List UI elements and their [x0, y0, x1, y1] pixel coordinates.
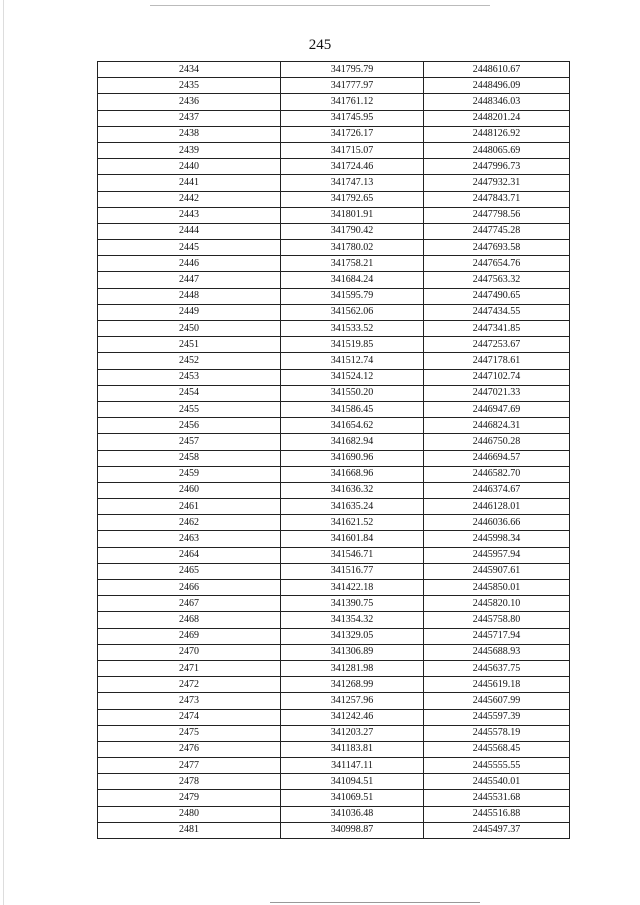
table-row — [98, 725, 570, 741]
table-row — [98, 207, 570, 223]
x-coordinate-cell: 341183.81 — [281, 741, 424, 757]
point-number-cell: 2440 — [98, 159, 281, 175]
table-row — [98, 628, 570, 644]
table-row — [98, 62, 570, 78]
point-number-cell: 2454 — [98, 385, 281, 401]
table-row — [98, 596, 570, 612]
x-coordinate-cell: 341390.75 — [281, 596, 424, 612]
y-coordinate-cell: 2446128.01 — [424, 499, 570, 515]
point-number-cell: 2452 — [98, 353, 281, 369]
x-coordinate-cell: 341546.71 — [281, 547, 424, 563]
y-coordinate-cell: 2447654.76 — [424, 256, 570, 272]
point-number-cell: 2446 — [98, 256, 281, 272]
y-coordinate-cell: 2448126.92 — [424, 126, 570, 142]
x-coordinate-cell: 341069.51 — [281, 790, 424, 806]
x-coordinate-cell: 341524.12 — [281, 369, 424, 385]
point-number-cell: 2438 — [98, 126, 281, 142]
x-coordinate-cell: 341533.52 — [281, 321, 424, 337]
point-number-cell: 2470 — [98, 644, 281, 660]
y-coordinate-cell: 2447490.65 — [424, 288, 570, 304]
y-coordinate-cell: 2446374.67 — [424, 482, 570, 498]
table-row — [98, 450, 570, 466]
point-number-cell: 2464 — [98, 547, 281, 563]
point-number-cell: 2481 — [98, 822, 281, 838]
table-row — [98, 693, 570, 709]
x-coordinate-cell: 341777.97 — [281, 78, 424, 94]
point-number-cell: 2444 — [98, 223, 281, 239]
point-number-cell: 2443 — [98, 207, 281, 223]
table-row — [98, 78, 570, 94]
point-number-cell: 2474 — [98, 709, 281, 725]
x-coordinate-cell: 341621.52 — [281, 515, 424, 531]
point-number-cell: 2458 — [98, 450, 281, 466]
y-coordinate-cell: 2445531.68 — [424, 790, 570, 806]
table-row — [98, 418, 570, 434]
x-coordinate-cell: 341726.17 — [281, 126, 424, 142]
table-row — [98, 499, 570, 515]
point-number-cell: 2450 — [98, 321, 281, 337]
y-coordinate-cell: 2447745.28 — [424, 223, 570, 239]
point-number-cell: 2463 — [98, 531, 281, 547]
y-coordinate-cell: 2447178.61 — [424, 353, 570, 369]
point-number-cell: 2448 — [98, 288, 281, 304]
x-coordinate-cell: 341562.06 — [281, 304, 424, 320]
y-coordinate-cell: 2445578.19 — [424, 725, 570, 741]
point-number-cell: 2434 — [98, 62, 281, 78]
y-coordinate-cell: 2445688.93 — [424, 644, 570, 660]
x-coordinate-cell: 341354.32 — [281, 612, 424, 628]
table-row — [98, 401, 570, 417]
point-number-cell: 2469 — [98, 628, 281, 644]
point-number-cell: 2453 — [98, 369, 281, 385]
x-coordinate-cell: 341036.48 — [281, 806, 424, 822]
table-row — [98, 369, 570, 385]
y-coordinate-cell: 2445637.75 — [424, 660, 570, 676]
y-coordinate-cell: 2445497.37 — [424, 822, 570, 838]
table-row — [98, 223, 570, 239]
table-row — [98, 822, 570, 838]
x-coordinate-cell: 341758.21 — [281, 256, 424, 272]
table-row — [98, 175, 570, 191]
x-coordinate-cell: 341792.65 — [281, 191, 424, 207]
point-number-cell: 2465 — [98, 563, 281, 579]
point-number-cell: 2455 — [98, 401, 281, 417]
scan-line-bottom — [270, 902, 480, 903]
y-coordinate-cell: 2447932.31 — [424, 175, 570, 191]
y-coordinate-cell: 2445597.39 — [424, 709, 570, 725]
y-coordinate-cell: 2447693.58 — [424, 240, 570, 256]
point-number-cell: 2480 — [98, 806, 281, 822]
point-number-cell: 2477 — [98, 758, 281, 774]
y-coordinate-cell: 2445820.10 — [424, 596, 570, 612]
x-coordinate-cell: 341147.11 — [281, 758, 424, 774]
point-number-cell: 2445 — [98, 240, 281, 256]
x-coordinate-cell: 341257.96 — [281, 693, 424, 709]
x-coordinate-cell: 341601.84 — [281, 531, 424, 547]
y-coordinate-cell: 2445717.94 — [424, 628, 570, 644]
y-coordinate-cell: 2448201.24 — [424, 110, 570, 126]
x-coordinate-cell: 341654.62 — [281, 418, 424, 434]
x-coordinate-cell: 341203.27 — [281, 725, 424, 741]
y-coordinate-cell: 2446036.66 — [424, 515, 570, 531]
x-coordinate-cell: 341761.12 — [281, 94, 424, 110]
table-row — [98, 126, 570, 142]
scan-edge-left — [3, 0, 4, 905]
table-row — [98, 515, 570, 531]
table-row — [98, 288, 570, 304]
table-row — [98, 272, 570, 288]
table-row — [98, 563, 570, 579]
table-row — [98, 758, 570, 774]
point-number-cell: 2471 — [98, 660, 281, 676]
table-row — [98, 790, 570, 806]
y-coordinate-cell: 2446824.31 — [424, 418, 570, 434]
x-coordinate-cell: 341519.85 — [281, 337, 424, 353]
y-coordinate-cell: 2445555.55 — [424, 758, 570, 774]
y-coordinate-cell: 2446947.69 — [424, 401, 570, 417]
x-coordinate-cell: 341636.32 — [281, 482, 424, 498]
x-coordinate-cell: 341586.45 — [281, 401, 424, 417]
y-coordinate-cell: 2447798.56 — [424, 207, 570, 223]
x-coordinate-cell: 341745.95 — [281, 110, 424, 126]
x-coordinate-cell: 341242.46 — [281, 709, 424, 725]
y-coordinate-cell: 2447253.67 — [424, 337, 570, 353]
table-row — [98, 774, 570, 790]
y-coordinate-cell: 2445619.18 — [424, 677, 570, 693]
table-row — [98, 240, 570, 256]
point-number-cell: 2475 — [98, 725, 281, 741]
x-coordinate-cell: 341724.46 — [281, 159, 424, 175]
table-row — [98, 110, 570, 126]
point-number-cell: 2451 — [98, 337, 281, 353]
table-row — [98, 304, 570, 320]
table-row — [98, 677, 570, 693]
point-number-cell: 2468 — [98, 612, 281, 628]
x-coordinate-cell: 341512.74 — [281, 353, 424, 369]
table-row — [98, 531, 570, 547]
point-number-cell: 2467 — [98, 596, 281, 612]
x-coordinate-cell: 341684.24 — [281, 272, 424, 288]
table-row — [98, 353, 570, 369]
coordinates-table — [97, 61, 570, 839]
y-coordinate-cell: 2445607.99 — [424, 693, 570, 709]
y-coordinate-cell: 2448496.09 — [424, 78, 570, 94]
point-number-cell: 2466 — [98, 580, 281, 596]
x-coordinate-cell: 341422.18 — [281, 580, 424, 596]
x-coordinate-cell: 341306.89 — [281, 644, 424, 660]
table-row — [98, 660, 570, 676]
table-row — [98, 434, 570, 450]
table-row — [98, 644, 570, 660]
table-row — [98, 385, 570, 401]
point-number-cell: 2457 — [98, 434, 281, 450]
y-coordinate-cell: 2448065.69 — [424, 142, 570, 158]
point-number-cell: 2437 — [98, 110, 281, 126]
y-coordinate-cell: 2445568.45 — [424, 741, 570, 757]
table-row — [98, 709, 570, 725]
x-coordinate-cell: 341790.42 — [281, 223, 424, 239]
y-coordinate-cell: 2447021.33 — [424, 385, 570, 401]
table-row — [98, 580, 570, 596]
point-number-cell: 2447 — [98, 272, 281, 288]
point-number-cell: 2478 — [98, 774, 281, 790]
y-coordinate-cell: 2445907.61 — [424, 563, 570, 579]
x-coordinate-cell: 341094.51 — [281, 774, 424, 790]
x-coordinate-cell: 341780.02 — [281, 240, 424, 256]
y-coordinate-cell: 2448610.67 — [424, 62, 570, 78]
x-coordinate-cell: 341801.91 — [281, 207, 424, 223]
x-coordinate-cell: 341668.96 — [281, 466, 424, 482]
point-number-cell: 2476 — [98, 741, 281, 757]
point-number-cell: 2472 — [98, 677, 281, 693]
table-row — [98, 159, 570, 175]
table-row — [98, 191, 570, 207]
point-number-cell: 2460 — [98, 482, 281, 498]
y-coordinate-cell: 2445957.94 — [424, 547, 570, 563]
point-number-cell: 2439 — [98, 142, 281, 158]
table-row — [98, 466, 570, 482]
x-coordinate-cell: 341635.24 — [281, 499, 424, 515]
x-coordinate-cell: 341795.79 — [281, 62, 424, 78]
point-number-cell: 2442 — [98, 191, 281, 207]
y-coordinate-cell: 2447341.85 — [424, 321, 570, 337]
x-coordinate-cell: 341715.07 — [281, 142, 424, 158]
point-number-cell: 2459 — [98, 466, 281, 482]
point-number-cell: 2435 — [98, 78, 281, 94]
x-coordinate-cell: 341682.94 — [281, 434, 424, 450]
y-coordinate-cell: 2446750.28 — [424, 434, 570, 450]
x-coordinate-cell: 341329.05 — [281, 628, 424, 644]
point-number-cell: 2479 — [98, 790, 281, 806]
page-number: 245 — [308, 37, 332, 53]
point-number-cell: 2441 — [98, 175, 281, 191]
table-row — [98, 256, 570, 272]
point-number-cell: 2456 — [98, 418, 281, 434]
point-number-cell: 2461 — [98, 499, 281, 515]
y-coordinate-cell: 2447563.32 — [424, 272, 570, 288]
table-row — [98, 94, 570, 110]
scan-line-top — [150, 5, 490, 6]
y-coordinate-cell: 2445758.80 — [424, 612, 570, 628]
x-coordinate-cell: 341690.96 — [281, 450, 424, 466]
y-coordinate-cell: 2445516.88 — [424, 806, 570, 822]
x-coordinate-cell: 341550.20 — [281, 385, 424, 401]
coordinates-table-body — [98, 62, 570, 839]
x-coordinate-cell: 341747.13 — [281, 175, 424, 191]
table-row — [98, 806, 570, 822]
x-coordinate-cell: 340998.87 — [281, 822, 424, 838]
table-row — [98, 482, 570, 498]
y-coordinate-cell: 2447843.71 — [424, 191, 570, 207]
table-row — [98, 741, 570, 757]
y-coordinate-cell: 2445998.34 — [424, 531, 570, 547]
y-coordinate-cell: 2447102.74 — [424, 369, 570, 385]
x-coordinate-cell: 341268.99 — [281, 677, 424, 693]
table-row — [98, 337, 570, 353]
y-coordinate-cell: 2448346.03 — [424, 94, 570, 110]
x-coordinate-cell: 341281.98 — [281, 660, 424, 676]
point-number-cell: 2473 — [98, 693, 281, 709]
y-coordinate-cell: 2445850.01 — [424, 580, 570, 596]
table-row — [98, 612, 570, 628]
y-coordinate-cell: 2446694.57 — [424, 450, 570, 466]
point-number-cell: 2449 — [98, 304, 281, 320]
y-coordinate-cell: 2445540.01 — [424, 774, 570, 790]
point-number-cell: 2436 — [98, 94, 281, 110]
x-coordinate-cell: 341595.79 — [281, 288, 424, 304]
y-coordinate-cell: 2447996.73 — [424, 159, 570, 175]
y-coordinate-cell: 2447434.55 — [424, 304, 570, 320]
point-number-cell: 2462 — [98, 515, 281, 531]
table-row — [98, 547, 570, 563]
y-coordinate-cell: 2446582.70 — [424, 466, 570, 482]
x-coordinate-cell: 341516.77 — [281, 563, 424, 579]
table-row — [98, 142, 570, 158]
table-row — [98, 321, 570, 337]
